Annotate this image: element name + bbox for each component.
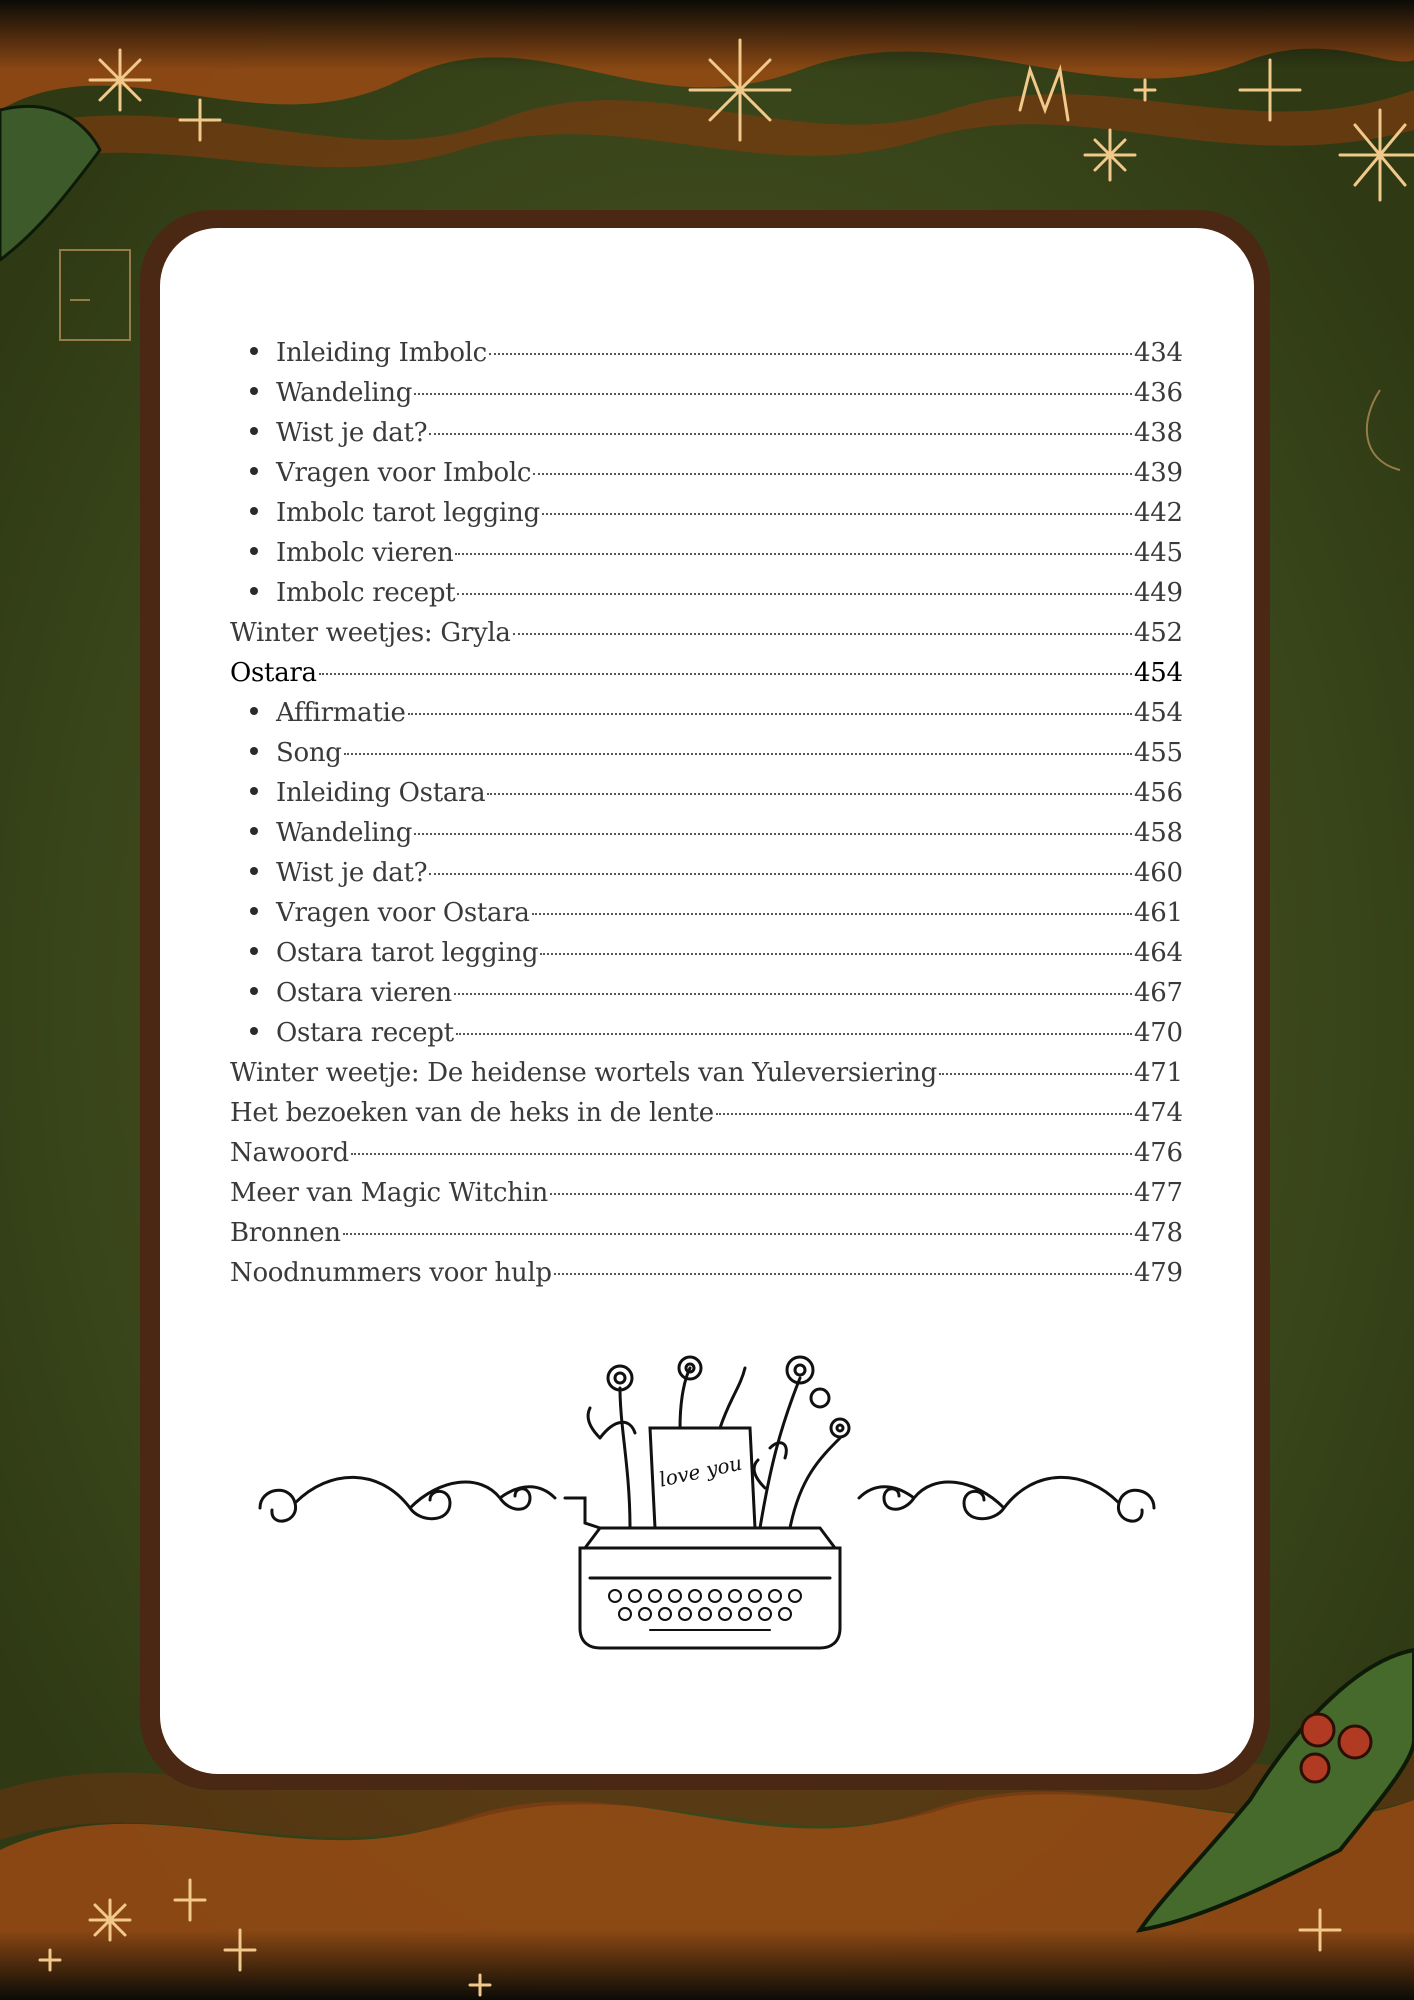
dot-leader <box>455 553 1132 555</box>
toc-entry-label: Bronnen <box>230 1218 341 1248</box>
toc-entry-label: Ostara <box>230 658 317 688</box>
bullet-icon <box>250 467 258 475</box>
left-flourish-icon <box>260 1477 555 1521</box>
dot-leader <box>513 633 1132 635</box>
dot-leader <box>554 1273 1132 1275</box>
bullet-icon <box>250 987 258 995</box>
toc-entry-label: Affirmatie <box>276 698 406 728</box>
toc-entry-page-number: 445 <box>1134 538 1183 568</box>
toc-entry-label: Vragen voor Ostara <box>276 898 530 928</box>
bullet-icon <box>250 427 258 435</box>
dot-leader <box>532 913 1132 915</box>
toc-entry-label: Ostara recept <box>276 1018 454 1048</box>
bullet-icon <box>250 747 258 755</box>
toc-entry-label: Imbolc vieren <box>276 538 454 568</box>
dot-leader <box>429 433 1132 435</box>
toc-entry-label: Noodnummers voor hulp <box>230 1258 552 1288</box>
toc-entry-page-number: 460 <box>1134 858 1183 888</box>
toc-entry-label: Ostara vieren <box>276 978 452 1008</box>
bullet-icon <box>250 587 258 595</box>
bullet-icon <box>250 547 258 555</box>
toc-entry[interactable] <box>230 1178 1182 1218</box>
dot-leader <box>319 673 1132 675</box>
right-flourish-icon <box>859 1477 1154 1521</box>
toc-entry-label: Wandeling <box>276 818 413 848</box>
dot-leader <box>939 1073 1132 1075</box>
dot-leader <box>457 593 1132 595</box>
toc-entry[interactable] <box>230 1258 1182 1298</box>
bullet-icon <box>250 1027 258 1035</box>
toc-entry-label: Inleiding Ostara <box>276 778 486 808</box>
toc-entry-page-number: 477 <box>1134 1178 1183 1208</box>
toc-entry-label: Winter weetjes: Gryla <box>230 618 511 648</box>
dot-leader <box>540 953 1132 955</box>
toc-entry-page-number: 452 <box>1134 618 1183 648</box>
dot-leader <box>487 793 1132 795</box>
table-of-contents <box>230 338 1182 1298</box>
toc-entry-page-number: 478 <box>1134 1218 1183 1248</box>
dot-leader <box>542 513 1132 515</box>
toc-entry-label: Song <box>276 738 342 768</box>
bullet-icon <box>250 707 258 715</box>
toc-entry[interactable] <box>230 858 1182 898</box>
dot-leader <box>429 873 1132 875</box>
toc-entry[interactable] <box>230 818 1182 858</box>
toc-entry[interactable] <box>230 738 1182 778</box>
toc-entry[interactable] <box>230 418 1182 458</box>
toc-entry-label: Wist je dat? <box>276 858 428 888</box>
toc-entry-label: Ostara tarot legging <box>276 938 539 968</box>
toc-entry[interactable] <box>230 498 1182 538</box>
toc-entry-page-number: 449 <box>1134 578 1183 608</box>
toc-entry[interactable] <box>230 578 1182 618</box>
dot-leader <box>489 353 1132 355</box>
toc-entry-label: Winter weetje: De heidense wortels van Yuleversiering <box>230 1058 937 1088</box>
bullet-icon <box>250 347 258 355</box>
toc-entry[interactable] <box>230 658 1182 698</box>
dot-leader <box>414 833 1132 835</box>
typewriter-with-flowers-icon <box>160 1348 1254 1668</box>
bullet-icon <box>250 827 258 835</box>
toc-entry-page-number: 455 <box>1134 738 1183 768</box>
toc-entry[interactable] <box>230 338 1182 378</box>
dot-leader <box>550 1193 1132 1195</box>
bullet-icon <box>250 947 258 955</box>
toc-entry-page-number: 461 <box>1134 898 1183 928</box>
toc-entry[interactable] <box>230 1138 1182 1178</box>
bullet-icon <box>250 867 258 875</box>
toc-entry-page-number: 464 <box>1134 938 1183 968</box>
toc-entry-label: Meer van Magic Witchin <box>230 1178 548 1208</box>
toc-entry-page-number: 454 <box>1134 698 1183 728</box>
bullet-icon <box>250 907 258 915</box>
love-note-text: love you <box>656 1450 745 1492</box>
toc-entry-page-number: 438 <box>1134 418 1183 448</box>
toc-entry[interactable] <box>230 1058 1182 1098</box>
dot-leader <box>408 713 1132 715</box>
toc-entry[interactable] <box>230 938 1182 978</box>
toc-entry[interactable] <box>230 978 1182 1018</box>
toc-entry[interactable] <box>230 898 1182 938</box>
toc-entry[interactable] <box>230 618 1182 658</box>
toc-entry-label: Imbolc recept <box>276 578 456 608</box>
dot-leader <box>343 1233 1132 1235</box>
dot-leader <box>454 993 1132 995</box>
dot-leader <box>456 1033 1132 1035</box>
toc-entry[interactable] <box>230 538 1182 578</box>
toc-entry[interactable] <box>230 1098 1182 1138</box>
toc-entry-label: Nawoord <box>230 1138 349 1168</box>
toc-entry-label: Inleiding Imbolc <box>276 338 487 368</box>
toc-entry-page-number: 467 <box>1134 978 1183 1008</box>
toc-entry-label: Vragen voor Imbolc <box>276 458 532 488</box>
toc-entry-label: Imbolc tarot legging <box>276 498 540 528</box>
document-page <box>160 228 1254 1774</box>
toc-entry-page-number: 456 <box>1134 778 1183 808</box>
toc-entry-page-number: 442 <box>1134 498 1183 528</box>
dot-leader <box>533 473 1132 475</box>
toc-entry[interactable] <box>230 378 1182 418</box>
toc-entry-label: Het bezoeken van de heks in de lente <box>230 1098 714 1128</box>
toc-entry-page-number: 476 <box>1134 1138 1183 1168</box>
toc-entry[interactable] <box>230 698 1182 738</box>
dot-leader <box>351 1153 1132 1155</box>
dot-leader <box>414 393 1132 395</box>
bullet-icon <box>250 387 258 395</box>
toc-entry-page-number: 470 <box>1134 1018 1183 1048</box>
toc-entry-page-number: 458 <box>1134 818 1183 848</box>
bullet-icon <box>250 787 258 795</box>
toc-entry-label: Wandeling <box>276 378 413 408</box>
toc-entry-page-number: 479 <box>1134 1258 1183 1288</box>
dot-leader <box>344 753 1132 755</box>
toc-entry-page-number: 474 <box>1134 1098 1183 1128</box>
toc-entry-label: Wist je dat? <box>276 418 428 448</box>
bullet-icon <box>250 507 258 515</box>
toc-entry-page-number: 471 <box>1134 1058 1183 1088</box>
toc-entry-page-number: 436 <box>1134 378 1183 408</box>
toc-entry[interactable] <box>230 458 1182 498</box>
dot-leader <box>716 1113 1132 1115</box>
toc-entry[interactable] <box>230 1018 1182 1058</box>
toc-entry[interactable] <box>230 778 1182 818</box>
toc-entry-page-number: 439 <box>1134 458 1183 488</box>
toc-entry-page-number: 434 <box>1134 338 1183 368</box>
toc-entry-page-number: 454 <box>1134 658 1183 688</box>
toc-entry[interactable] <box>230 1218 1182 1258</box>
